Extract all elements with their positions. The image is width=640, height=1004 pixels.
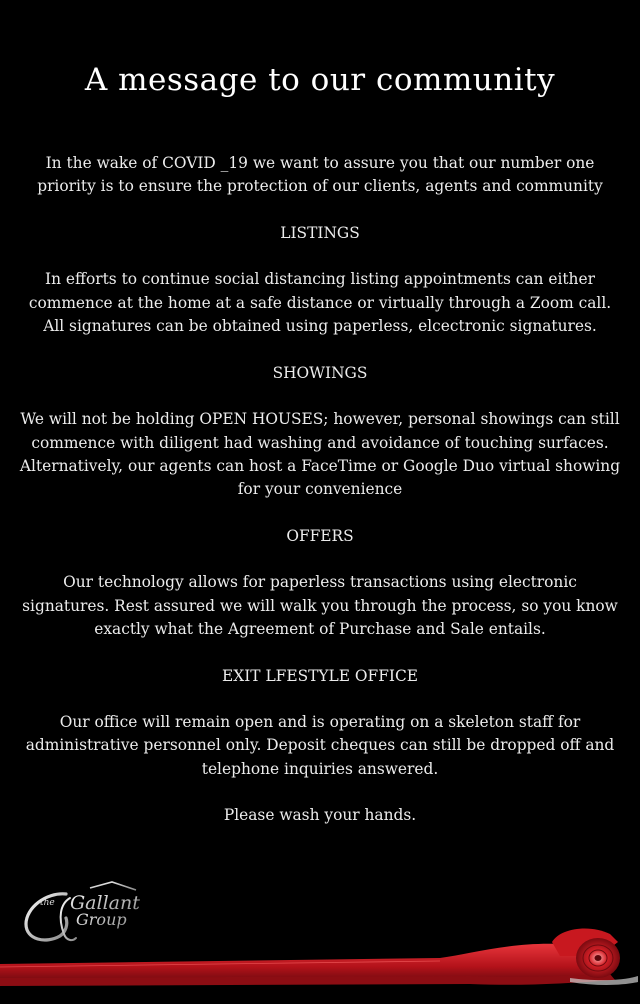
closing-line: Please wash your hands.: [223, 806, 417, 825]
section-heading-office: EXIT LFESTYLE OFFICE: [222, 666, 418, 685]
logo-line2: Group: [76, 910, 127, 929]
logo-small-text: the: [40, 898, 55, 908]
logo-line1: Gallant: [70, 892, 140, 914]
page-title: A message to our community: [84, 62, 556, 98]
section-body-offers: Our technology allows for paperless transactions using electronic signatures. Rest assured we will walk you through the process, so you know exactly what the Agreement of Purchase and Sale entails.: [22, 573, 618, 638]
section-body-showings: We will not be holding OPEN HOUSES; however, personal showings can still commence with diligent had washing and avoidance of touching surfaces. Alternatively, our agents can host a FaceTime or Google Duo virtual showing for your convenience: [19, 410, 621, 499]
section-heading-offers: OFFERS: [286, 526, 354, 545]
section-heading-listings: LISTINGS: [280, 223, 360, 242]
red-carpet-icon: [0, 920, 640, 1000]
message-body: [18, 152, 622, 851]
section-heading-showings: SHOWINGS: [272, 363, 368, 382]
section-body-listings: In efforts to continue social distancing listing appointments can either commence at the home at a safe distance or virtually through a Zoom call. All signatures can be obtained using paperless, elcectronic signatures.: [28, 270, 612, 336]
section-body-office: Our office will remain open and is operating on a skeleton staff for administrative personnel only. Deposit cheques can still be dropped off and telephone inquiries answered.: [25, 713, 615, 778]
intro-paragraph: In the wake of COVID _19 we want to assure you that our number one priority is to ensure the protection of our clients, agents and community: [37, 154, 603, 196]
